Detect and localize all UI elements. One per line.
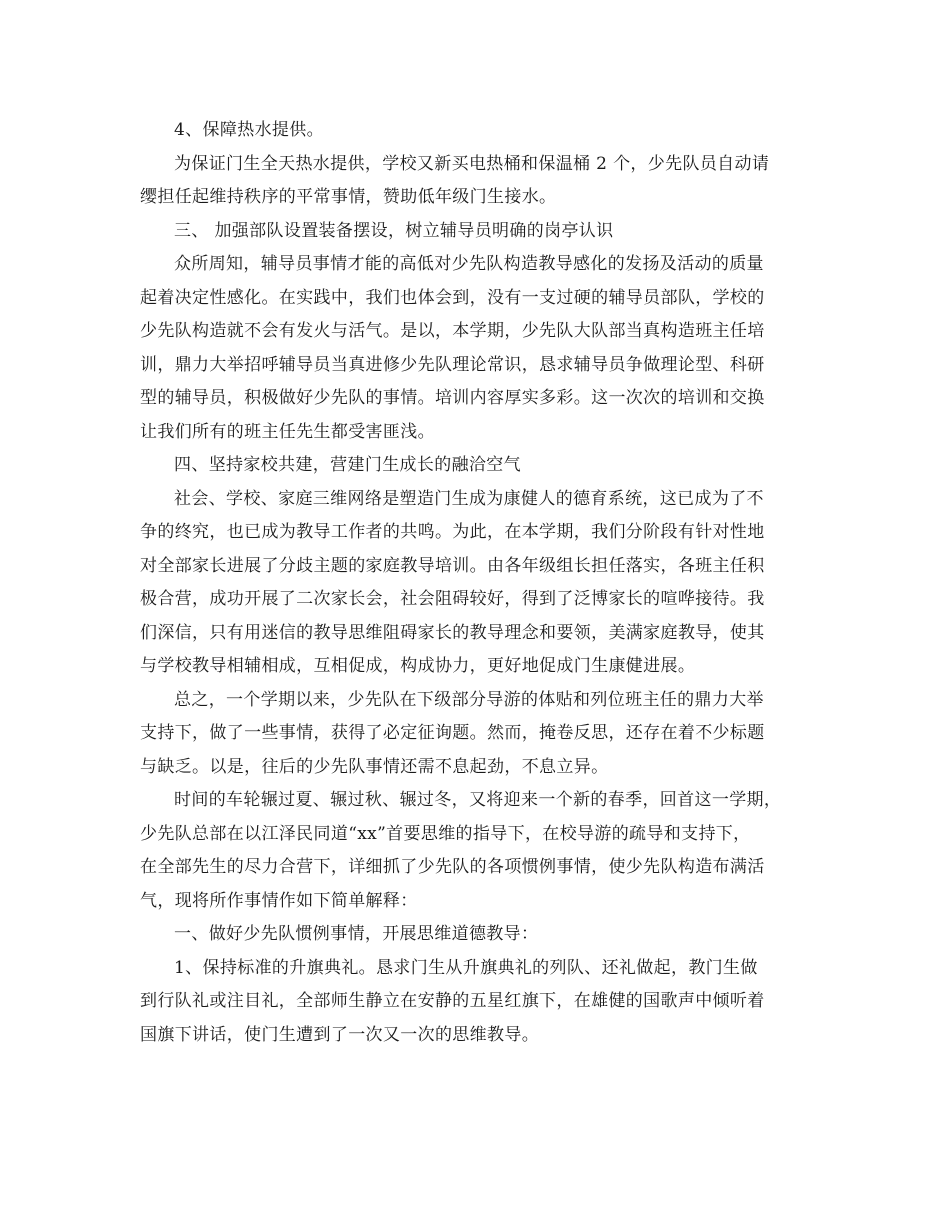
text-line: 们深信，只有用迷信的教导思维阻碍家长的教导理念和要领，美满家庭教导，使其 bbox=[140, 622, 765, 643]
text-line: 众所周知，辅导员事情才能的高低对少先队构造教导感化的发扬及活动的质量 bbox=[174, 254, 764, 274]
document-page bbox=[140, 114, 812, 1052]
text-line: 社会、学校、家庭三维网络是塑造门生成为康健人的德育系统，这已成为了不 bbox=[174, 488, 764, 509]
section-heading: 四、坚持家校共建，营建门生成长的融洽空气 bbox=[174, 455, 521, 475]
text-line: 1、保持标准的升旗典礼。恳求门生从升旗典礼的列队、还礼做起，教门生做 bbox=[174, 957, 758, 978]
text-line: 型的辅导员，积极做好少先队的事情。培训内容厚实多彩。这一次次的培训和交换 bbox=[140, 388, 765, 408]
text-line: 少先队构造就不会有发火与活气。是以，本学期，少先队大队部当真构造班主任培 bbox=[140, 321, 765, 341]
text-line: 让我们所有的班主任先生都受害匪浅。 bbox=[140, 421, 435, 442]
text-line: 国旗下讲话，使门生遭到了一次又一次的思维教导。 bbox=[140, 1024, 540, 1045]
text-line: 与缺乏。以是，往后的少先队事情还需不息起劲，不息立异。 bbox=[140, 756, 609, 777]
text-line: 总之，一个学期以来，少先队在下级部分导游的体贴和列位班主任的鼎力大举 bbox=[174, 689, 764, 710]
text-line: 在全部先生的尽力合营下，详细抓了少先队的各项惯例事情，使少先队构造布满活 bbox=[140, 857, 765, 877]
text-line: 与学校教导相辅相成，互相促成，构成协力，更好地促成门生康健进展。 bbox=[140, 656, 696, 676]
text-line: 争的终究，也已成为教导工作者的共鸣。为此，在本学期，我们分阶段有针对性地 bbox=[140, 522, 765, 542]
text-line: 4、保障热水提供。 bbox=[174, 120, 324, 140]
text-line: 支持下，做了一些事情，获得了必定征询题。然而，掩卷反思，还存在着不少标题 bbox=[140, 723, 765, 743]
text-line: 极合营，成功开展了二次家长会，社会阻碍较好，得到了泛博家长的喧哗接待。我 bbox=[140, 589, 765, 609]
text-line: 对全部家长进展了分歧主题的家庭教导培训。由各年级组长担任落实，各班主任积 bbox=[140, 555, 765, 576]
text-line: 起着决定性感化。在实践中，我们也体会到，没有一支过硬的辅导员部队，学校的 bbox=[140, 287, 765, 308]
text-line: 到行队礼或注目礼，全部师生静立在安静的五星红旗下，在雄健的国歌声中倾听着 bbox=[140, 991, 765, 1011]
text-line: 时间的车轮辗过夏、辗过秋、辗过冬，又将迎来一个新的春季，回首这一学期， bbox=[174, 790, 782, 810]
text-line: 训，鼎力大举招呼辅导员当真进修少先队理论常识，恳求辅导员争做理论型、科研 bbox=[140, 354, 765, 375]
text-line: 为保证门生全天热水提供，学校又新买电热桶和保温桶 2 个，少先队员自动请 bbox=[174, 153, 770, 174]
text-line: 少先队总部在以江泽民同道“xx”首要思维的指导下，在校导游的疏导和支持下， bbox=[140, 823, 751, 844]
text-line: 气，现将所作事情作如下简单解释： bbox=[140, 890, 418, 911]
text-line: 缨担任起维持秩序的平常事情，赞助低年级门生接水。 bbox=[140, 187, 557, 207]
section-heading: 一、做好少先队惯例事情，开展思维道德教导： bbox=[174, 924, 539, 944]
section-heading: 三、 加强部队设置装备摆设，树立辅导员明确的岗亭认识 bbox=[174, 220, 614, 241]
